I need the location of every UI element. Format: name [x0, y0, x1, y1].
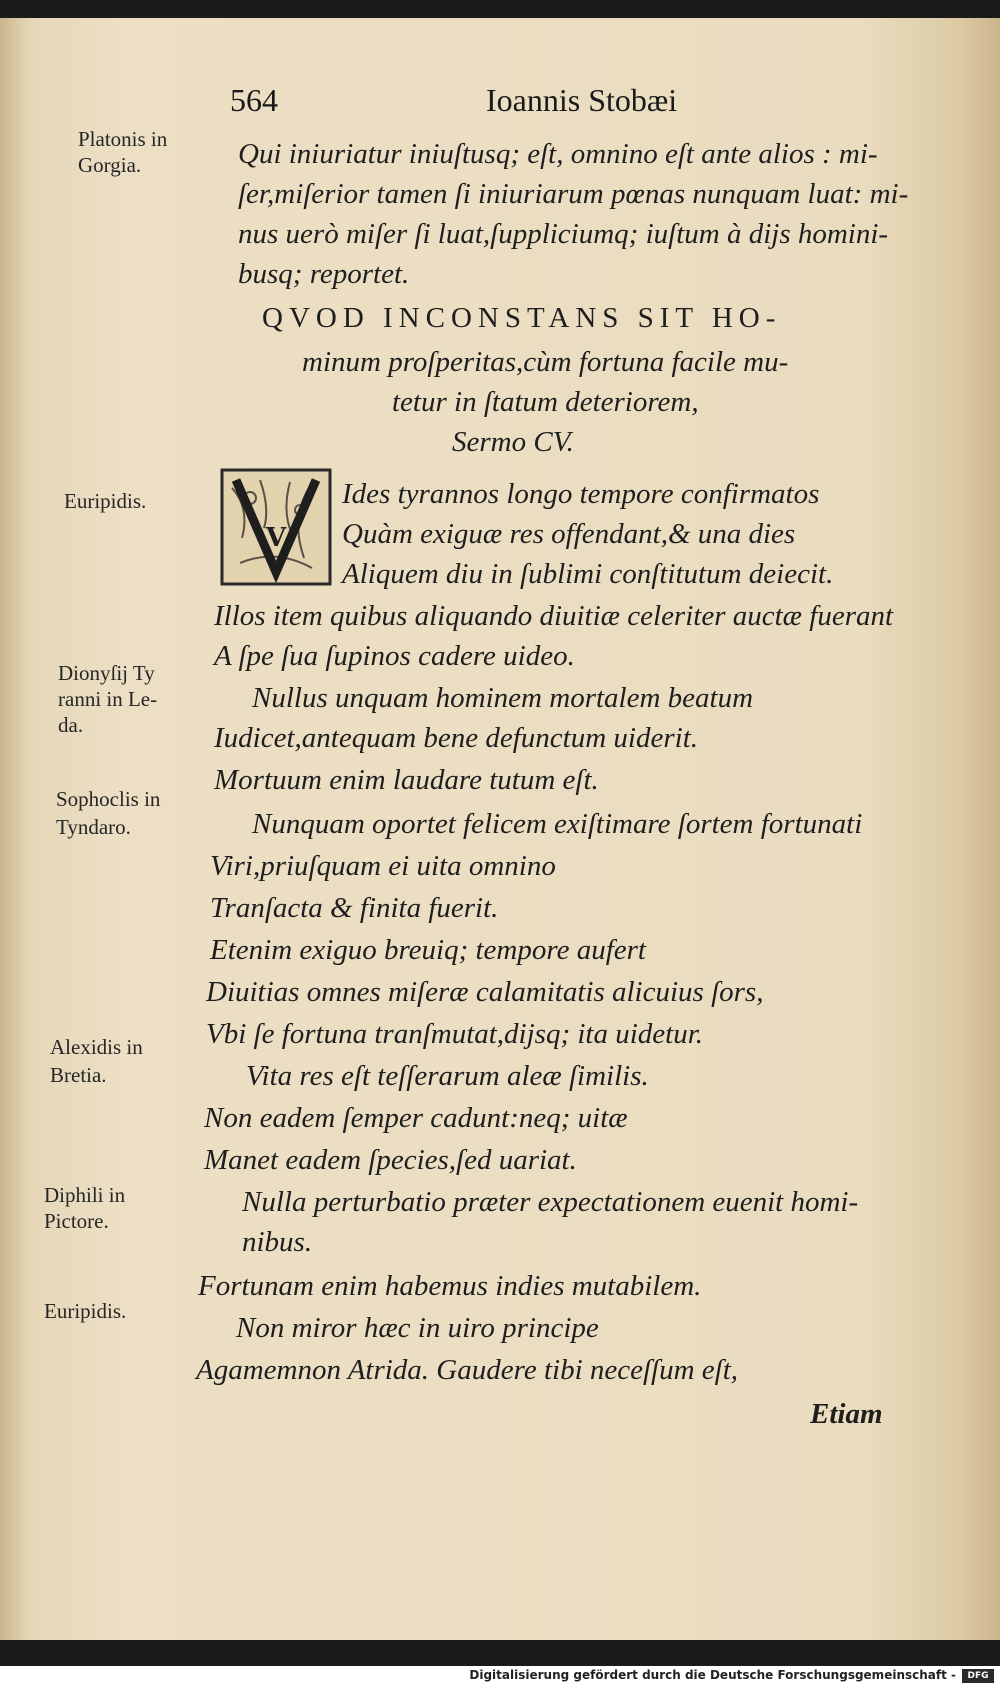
margin-note: ranni in Le-: [58, 687, 158, 711]
margin-note: Diphili in: [44, 1183, 126, 1207]
running-title: Ioannis Stobæi: [486, 82, 678, 118]
text-line: Tranſacta & finita fuerit.: [210, 892, 499, 924]
text-line: Nulla perturbatio præter expectationem euenit homi-: [242, 1186, 859, 1218]
top-scan-border: [0, 0, 1000, 18]
text-line: Vita res eſt teſſerarum aleæ ſimilis.: [246, 1060, 649, 1092]
text-line: busq; reportet.: [238, 258, 410, 290]
catchword: Etiam: [810, 1398, 883, 1430]
margin-note: Euripidis.: [64, 489, 147, 513]
margin-note: Euripidis.: [44, 1299, 127, 1323]
section-title-line: minum proſperitas,cùm fortuna facile mu-: [302, 346, 789, 378]
text-line: Iudicet,antequam bene defunctum uiderit.: [214, 722, 699, 754]
section-title-line: tetur in ſtatum deteriorem,: [392, 386, 699, 418]
margin-note: Sophoclis in: [56, 787, 161, 811]
text-line: Ides tyrannos longo tempore confirmatos: [342, 478, 820, 510]
text-line: A ſpe ſua ſupinos cadere uideo.: [214, 640, 575, 672]
text-line: Diuitias omnes miſeræ calamitatis alicuius ſors,: [206, 976, 764, 1008]
margin-note: da.: [58, 713, 84, 737]
text-line: Nullus unquam hominem mortalem beatum: [252, 682, 754, 714]
text-line: ſer,miſerior tamen ſi iniuriarum pœnas nunquam luat: mi-: [238, 178, 909, 210]
text-line: Mortuum enim laudare tutum eſt.: [214, 764, 599, 796]
text-line: Non miror hæc in uiro principe: [236, 1312, 599, 1344]
text-line: Fortunam enim habemus indies mutabilem.: [198, 1270, 702, 1302]
section-title-caps: QVOD INCONSTANS SIT HO-: [262, 302, 782, 334]
margin-note: Pictore.: [44, 1209, 109, 1233]
margin-note: Alexidis in: [50, 1035, 143, 1059]
bottom-scan-border: [0, 1640, 1000, 1666]
text-line: nibus.: [242, 1226, 313, 1258]
margin-note: Gorgia.: [78, 153, 142, 177]
text-line: Quàm exiguæ res offendant,& una dies: [342, 518, 796, 550]
text-line: Agamemnon Atrida. Gaudere tibi neceſſum eſt,: [196, 1354, 739, 1386]
text-line: Viri,priuſquam ei uita omnino: [210, 850, 556, 882]
text-line: Non eadem ſemper cadunt:neq; uitæ: [204, 1102, 628, 1134]
digitization-credit: Digitalisierung gefördert durch die Deutsche Forschungsgemeinschaft -: [469, 1668, 956, 1682]
margin-note: Dionyſij Ty: [58, 661, 155, 685]
margin-note: Tyndaro.: [56, 815, 131, 839]
text-line: nus uerò miſer ſi luat,ſuppliciumq; iuſtum à dijs homini-: [238, 218, 889, 250]
margin-note: Platonis in: [78, 127, 168, 151]
text-line: Aliquem diu in ſublimi conſtitutum deiecit.: [342, 558, 834, 590]
text-line: Illos item quibus aliquando diuitiæ celeriter auctæ fuerant: [214, 600, 894, 632]
page-number: 564: [230, 82, 278, 118]
dfg-logo: DFG: [962, 1669, 994, 1683]
text-line: Vbi ſe fortuna tranſmutat,dijsq; ita uidetur.: [206, 1018, 704, 1050]
text-line: Etenim exiguo breuiq; tempore aufert: [210, 934, 646, 966]
margin-note: Bretia.: [50, 1063, 107, 1087]
decorated-initial-v: [220, 468, 332, 586]
text-line: Manet eadem ſpecies,ſed uariat.: [204, 1144, 577, 1176]
sermon-number: Sermo CV.: [452, 426, 574, 458]
text-line: Qui iniuriatur iniuſtusq; eſt, omnino eſt ante alios : mi-: [238, 138, 878, 170]
text-line: Nunquam oportet felicem exiſtimare ſortem fortunati: [252, 808, 863, 840]
initial-letter: V: [265, 523, 287, 553]
